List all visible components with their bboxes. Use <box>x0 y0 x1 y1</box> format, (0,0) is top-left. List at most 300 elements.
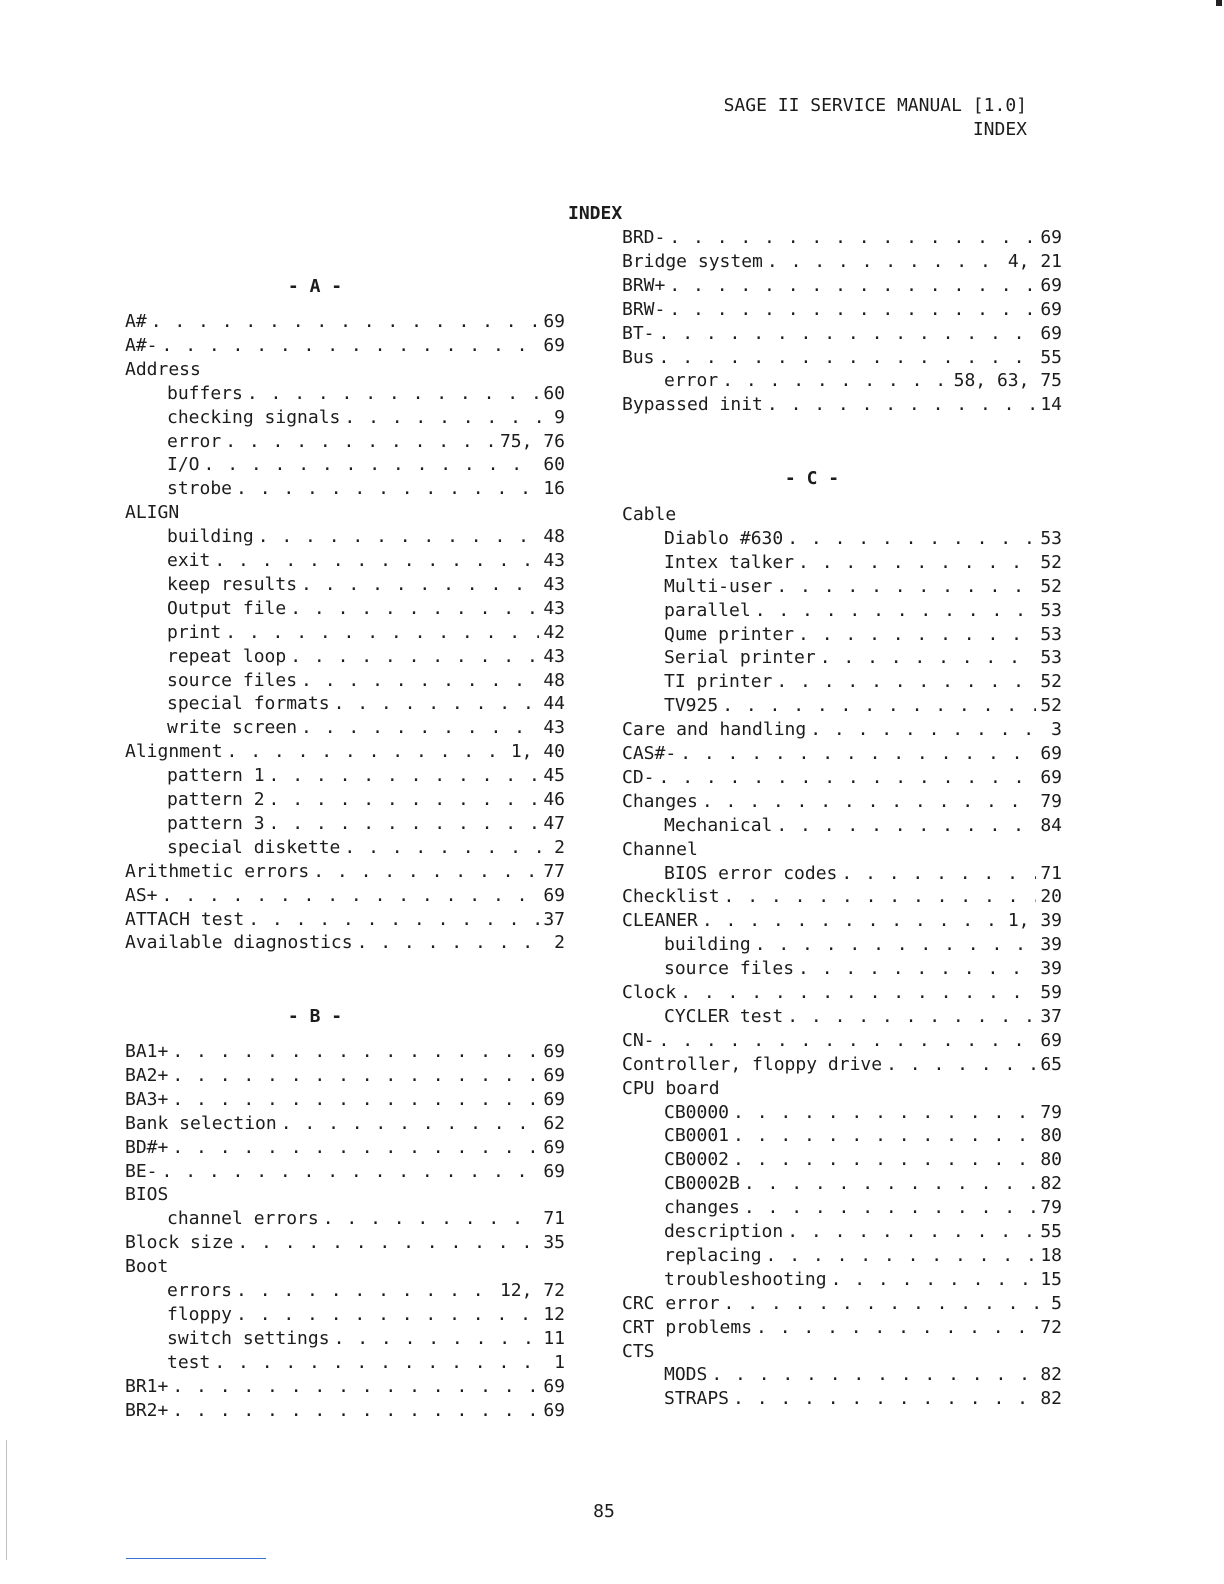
dot-leader <box>680 742 1036 766</box>
index-entry <box>167 1351 565 1375</box>
index-entry <box>664 957 1062 981</box>
dot-leader <box>172 1399 539 1423</box>
dot-leader <box>776 575 1036 599</box>
index-entry-term: TV925 <box>664 695 719 716</box>
index-entry <box>622 981 1062 1005</box>
dot-leader <box>162 884 540 908</box>
index-entry <box>664 623 1062 647</box>
index-entry <box>125 1399 565 1423</box>
index-entry-term: write screen <box>167 717 298 738</box>
dot-leader <box>767 393 1036 417</box>
index-entry-pages: 69 <box>1040 275 1062 296</box>
index-entry-pages: 80 <box>1040 1125 1062 1146</box>
dot-leader <box>702 790 1036 814</box>
index-entry-term: Bypassed init <box>622 394 763 415</box>
index-entry-pages: 84 <box>1040 815 1062 836</box>
index-entry <box>622 226 1062 250</box>
index-entry-pages: 37 <box>543 909 565 930</box>
index-entry-pages: 43 <box>543 550 565 571</box>
index-entry-term: pattern 2 <box>167 789 265 810</box>
dot-leader <box>733 1387 1036 1411</box>
index-entry-pages: 72 <box>1040 1317 1062 1338</box>
dot-leader <box>301 573 539 597</box>
index-entry <box>664 1101 1062 1125</box>
index-entry-term: pattern 1 <box>167 765 265 786</box>
index-entry <box>125 1112 565 1136</box>
index-entry <box>125 1064 565 1088</box>
index-entry-pages: 55 <box>1040 1221 1062 1242</box>
index-entry <box>125 931 565 955</box>
index-entry-term: A#- <box>125 335 158 356</box>
index-entry <box>167 430 565 454</box>
index-entry-pages: 3 <box>1051 719 1062 740</box>
index-entry-term: source files <box>664 958 795 979</box>
index-entry-pages: 12 <box>543 1304 565 1325</box>
index-entry-pages: 37 <box>1040 1006 1062 1027</box>
index-entry-term: special formats <box>167 693 330 714</box>
index-entry-pages: 20 <box>1040 886 1062 907</box>
dot-leader <box>269 812 540 836</box>
index-entry-pages: 69 <box>1040 323 1062 344</box>
index-entry-pages: 2 <box>554 837 565 858</box>
index-entry-term: I/O <box>167 454 200 475</box>
index-entry-pages: 48 <box>543 670 565 691</box>
index-entry-pages: 60 <box>543 383 565 404</box>
dot-leader <box>733 1124 1036 1148</box>
footnote-rule <box>126 1558 266 1559</box>
index-entry-term: strobe <box>167 478 233 499</box>
index-entry-term: buffers <box>167 383 243 404</box>
scan-left-edge <box>6 1440 7 1560</box>
index-entry <box>622 274 1062 298</box>
dot-leader <box>162 334 540 358</box>
index-entry-term: CAS#- <box>622 743 677 764</box>
index-entry <box>664 1268 1062 1292</box>
index-entry-term: floppy <box>167 1304 233 1325</box>
dot-leader <box>787 527 1036 551</box>
index-entry-pages: 69 <box>543 1065 565 1086</box>
index-entry-term: BA3+ <box>125 1089 169 1110</box>
index-entry <box>167 788 565 812</box>
index-entry-term: Cable <box>622 504 677 525</box>
section-heading-c: - C - <box>784 468 840 489</box>
index-entry-term: special diskette <box>167 837 341 858</box>
index-entry <box>167 477 565 501</box>
index-entry <box>125 501 565 525</box>
index-entry <box>125 1160 565 1184</box>
index-entry-term: Boot <box>125 1256 169 1277</box>
index-entry-term: exit <box>167 550 211 571</box>
index-entry <box>622 742 1062 766</box>
index-entry <box>167 836 565 860</box>
index-entry <box>664 1124 1062 1148</box>
dot-leader <box>323 1207 540 1231</box>
index-entry-term: BR2+ <box>125 1400 169 1421</box>
index-entry-pages: 43 <box>543 574 565 595</box>
dot-leader <box>247 382 539 406</box>
index-entry-term: description <box>664 1221 784 1242</box>
dot-leader <box>787 1220 1036 1244</box>
index-entry-pages: 77 <box>543 861 565 882</box>
index-entry-pages: 69 <box>543 1041 565 1062</box>
index-entry-pages: 53 <box>1040 624 1062 645</box>
index-entry <box>167 406 565 430</box>
index-entry-term: Diablo #630 <box>664 528 784 549</box>
index-entry-pages: 12, 72 <box>499 1280 565 1301</box>
index-entry-pages: 71 <box>543 1208 565 1229</box>
dot-leader <box>831 1268 1037 1292</box>
dot-leader <box>236 1303 539 1327</box>
dot-leader <box>172 1088 539 1112</box>
index-entry <box>622 718 1062 742</box>
index-entry-pages: 69 <box>543 1161 565 1182</box>
dot-leader <box>344 406 550 430</box>
index-entry-term: CD- <box>622 767 655 788</box>
index-entry-term: Available diagnostics <box>125 932 353 953</box>
index-entry <box>622 250 1062 274</box>
index-entry <box>125 310 565 334</box>
index-entry-pages: 58, 63, 75 <box>953 370 1062 391</box>
dot-leader <box>755 599 1037 623</box>
index-entry <box>167 692 565 716</box>
index-entry <box>167 382 565 406</box>
index-entry-pages: 79 <box>1040 1102 1062 1123</box>
dot-leader <box>269 764 540 788</box>
dot-leader <box>334 1327 540 1351</box>
dot-leader <box>722 694 1036 718</box>
index-entry-term: Intex talker <box>664 552 795 573</box>
index-entry <box>664 814 1062 838</box>
dot-leader <box>702 909 1004 933</box>
index-entry-pages: 82 <box>1040 1364 1062 1385</box>
index-entry-term: CYCLER test <box>664 1006 784 1027</box>
dot-leader <box>767 250 1004 274</box>
index-entry-term: CRC error <box>622 1293 720 1314</box>
index-entry <box>622 393 1062 417</box>
index-entry-term: Mechanical <box>664 815 773 836</box>
index-entry-term: channel errors <box>167 1208 319 1229</box>
index-entry <box>167 716 565 740</box>
index-entry-term: building <box>167 526 254 547</box>
index-entry-pages: 65 <box>1040 1054 1062 1075</box>
index-entry-term: switch settings <box>167 1328 330 1349</box>
index-entry-pages: 79 <box>1040 791 1062 812</box>
index-entry-pages: 11 <box>543 1328 565 1349</box>
index-title: INDEX <box>568 203 623 224</box>
index-entry-pages: 39 <box>1040 958 1062 979</box>
index-entry <box>664 646 1062 670</box>
index-entry <box>167 597 565 621</box>
index-entry-term: print <box>167 622 222 643</box>
index-entry <box>622 885 1062 909</box>
index-entry <box>664 1387 1062 1411</box>
index-entry-pages: 52 <box>1040 695 1062 716</box>
dot-leader <box>659 1029 1037 1053</box>
index-entry-pages: 5 <box>1051 1293 1062 1314</box>
index-entry <box>125 1088 565 1112</box>
dot-leader <box>798 551 1036 575</box>
index-entry-pages: 69 <box>543 1400 565 1421</box>
index-entry-term: BRD- <box>622 227 666 248</box>
index-entry-pages: 43 <box>543 646 565 667</box>
index-entry <box>664 1220 1062 1244</box>
index-entry <box>664 694 1062 718</box>
index-entry-term: ALIGN <box>125 502 180 523</box>
dot-leader <box>237 1231 539 1255</box>
index-entry-pages: 47 <box>543 813 565 834</box>
dot-leader <box>711 1363 1036 1387</box>
index-entry-term: Clock <box>622 982 677 1003</box>
dot-leader <box>787 1005 1036 1029</box>
index-entry-term: STRAPS <box>664 1388 730 1409</box>
dot-leader <box>669 298 1036 322</box>
index-entry-pages: 69 <box>543 885 565 906</box>
dot-leader <box>290 597 539 621</box>
running-header-title: SAGE II SERVICE MANUAL [1.0] <box>723 95 1027 116</box>
index-entry-term: Output file <box>167 598 287 619</box>
index-entry-pages: 69 <box>543 1089 565 1110</box>
index-entry-term: Controller, floppy drive <box>622 1054 883 1075</box>
dot-leader <box>172 1040 539 1064</box>
index-entry-pages: 42 <box>543 622 565 643</box>
index-entry-pages: 55 <box>1040 347 1062 368</box>
index-entry-pages: 69 <box>543 311 565 332</box>
index-entry-pages: 53 <box>1040 528 1062 549</box>
index-entry-pages: 39 <box>1040 934 1062 955</box>
dot-leader <box>886 1053 1036 1077</box>
dot-leader <box>680 981 1036 1005</box>
index-entry-pages: 44 <box>543 693 565 714</box>
index-entry-term: Address <box>125 359 201 380</box>
dot-leader <box>236 1279 496 1303</box>
dot-leader <box>733 1148 1036 1172</box>
index-entry-term: error <box>664 370 719 391</box>
index-entry-pages: 60 <box>543 454 565 475</box>
index-entry-term: CPU board <box>622 1078 720 1099</box>
index-entry-term: replacing <box>664 1245 762 1266</box>
dot-leader <box>172 1375 539 1399</box>
index-entry <box>167 764 565 788</box>
index-entry-term: CN- <box>622 1030 655 1051</box>
index-entry-pages: 43 <box>543 717 565 738</box>
index-entry-pages: 53 <box>1040 647 1062 668</box>
index-entry-term: CRT problems <box>622 1317 753 1338</box>
index-entry <box>167 1303 565 1327</box>
index-entry-term: AS+ <box>125 885 158 906</box>
index-entry <box>167 1207 565 1231</box>
index-entry <box>167 621 565 645</box>
index-entry-pages: 69 <box>1040 227 1062 248</box>
index-entry-term: Arithmetic errors <box>125 861 310 882</box>
dot-leader <box>724 1292 1048 1316</box>
index-entry <box>167 573 565 597</box>
index-entry <box>664 575 1062 599</box>
index-entry-term: keep results <box>167 574 298 595</box>
index-entry <box>622 766 1062 790</box>
index-entry <box>125 860 565 884</box>
dot-leader <box>344 836 550 860</box>
index-entry-term: parallel <box>664 600 751 621</box>
index-entry-term: CB0002 <box>664 1149 730 1170</box>
index-entry-pages: 46 <box>543 789 565 810</box>
dot-leader <box>776 814 1036 838</box>
dot-leader <box>162 1160 540 1184</box>
index-entry-pages: 1 <box>554 1352 565 1373</box>
index-entry-term: A# <box>125 311 147 332</box>
index-entry-pages: 69 <box>1040 299 1062 320</box>
index-entry <box>125 358 565 382</box>
dot-leader <box>301 669 539 693</box>
dot-leader <box>172 1136 539 1160</box>
index-entry-term: MODS <box>664 1364 708 1385</box>
dot-leader <box>225 621 539 645</box>
index-entry <box>125 884 565 908</box>
index-entry <box>664 933 1062 957</box>
index-entry-pages: 69 <box>543 335 565 356</box>
index-entry <box>167 549 565 573</box>
index-entry-pages: 4, 21 <box>1007 251 1062 272</box>
index-entry-term: Qume printer <box>664 624 795 645</box>
index-entry-term: BIOS error codes <box>664 863 838 884</box>
index-entry <box>664 862 1062 886</box>
dot-leader <box>841 862 1036 886</box>
dot-leader <box>204 453 540 477</box>
index-entry-term: Care and handling <box>622 719 807 740</box>
index-entry-term: Checklist <box>622 886 720 907</box>
index-entry <box>622 322 1062 346</box>
index-entry-term: test <box>167 1352 211 1373</box>
running-header-section: INDEX <box>972 119 1027 140</box>
index-entry <box>167 1327 565 1351</box>
index-entry <box>664 1172 1062 1196</box>
index-entry <box>664 1244 1062 1268</box>
index-entry-pages: 69 <box>1040 767 1062 788</box>
index-entry-pages: 9 <box>554 407 565 428</box>
index-entry-pages: 15 <box>1040 1269 1062 1290</box>
index-entry-term: checking signals <box>167 407 341 428</box>
index-entry <box>167 669 565 693</box>
index-entry <box>125 334 565 358</box>
index-entry-pages: 52 <box>1040 671 1062 692</box>
dot-leader <box>798 957 1036 981</box>
index-entry-term: ATTACH test <box>125 909 245 930</box>
index-entry-pages: 18 <box>1040 1245 1062 1266</box>
index-entry-term: BRW- <box>622 299 666 320</box>
dot-leader <box>227 740 507 764</box>
index-entry <box>664 527 1062 551</box>
dot-leader <box>248 908 539 932</box>
index-entry <box>622 1292 1062 1316</box>
index-entry-pages: 1, 40 <box>510 741 565 762</box>
dot-leader <box>301 716 539 740</box>
index-entry-pages: 2 <box>554 932 565 953</box>
dot-leader <box>236 477 539 501</box>
index-entry <box>125 1136 565 1160</box>
dot-leader <box>810 718 1047 742</box>
dot-leader <box>756 1316 1036 1340</box>
dot-leader <box>766 1244 1037 1268</box>
dot-leader <box>659 766 1037 790</box>
index-entry <box>622 503 1062 527</box>
index-entry-term: BRW+ <box>622 275 666 296</box>
index-entry <box>664 599 1062 623</box>
section-heading-a: - A - <box>287 276 343 297</box>
index-entry-term: BE- <box>125 1161 158 1182</box>
index-entry-pages: 52 <box>1040 552 1062 573</box>
index-entry <box>622 1316 1062 1340</box>
index-entry-term: building <box>664 934 751 955</box>
index-entry-term: Block size <box>125 1232 234 1253</box>
index-entry <box>664 1196 1062 1220</box>
dot-leader <box>172 1064 539 1088</box>
index-entry <box>125 1375 565 1399</box>
index-entry <box>167 453 565 477</box>
dot-leader <box>334 692 540 716</box>
dot-leader <box>214 1351 550 1375</box>
index-entry <box>622 838 1062 862</box>
index-entry-term: repeat loop <box>167 646 287 667</box>
index-entry-pages: 69 <box>543 1137 565 1158</box>
index-entry <box>664 670 1062 694</box>
index-entry-term: pattern 3 <box>167 813 265 834</box>
scan-corner-mark <box>1216 0 1222 6</box>
index-entry <box>622 790 1062 814</box>
index-entry <box>622 1053 1062 1077</box>
index-entry-term: BR1+ <box>125 1376 169 1397</box>
index-entry-pages: 14 <box>1040 394 1062 415</box>
index-entry-pages: 69 <box>543 1376 565 1397</box>
index-entry-pages: 75, 76 <box>499 431 565 452</box>
dot-leader <box>669 226 1036 250</box>
index-entry-pages: 16 <box>543 478 565 499</box>
index-entry <box>622 1077 1062 1101</box>
dot-leader <box>733 1101 1036 1125</box>
index-entry-term: BIOS <box>125 1184 169 1205</box>
index-entry-pages: 82 <box>1040 1173 1062 1194</box>
index-entry-term: Bus <box>622 347 655 368</box>
index-entry-pages: 48 <box>543 526 565 547</box>
index-entry <box>125 908 565 932</box>
index-entry <box>664 1148 1062 1172</box>
index-entry <box>622 909 1062 933</box>
index-entry-term: BA2+ <box>125 1065 169 1086</box>
index-entry-term: CTS <box>622 1341 655 1362</box>
dot-leader <box>659 322 1037 346</box>
index-entry-pages: 62 <box>543 1113 565 1134</box>
index-entry-term: errors <box>167 1280 233 1301</box>
index-entry-term: troubleshooting <box>664 1269 827 1290</box>
dot-leader <box>659 346 1037 370</box>
dot-leader <box>820 646 1037 670</box>
index-entry <box>167 812 565 836</box>
index-entry-pages: 52 <box>1040 576 1062 597</box>
index-entry-term: CB0000 <box>664 1102 730 1123</box>
dot-leader <box>724 885 1037 909</box>
index-entry-pages: 35 <box>543 1232 565 1253</box>
dot-leader <box>798 623 1036 647</box>
dot-leader <box>313 860 539 884</box>
dot-leader <box>214 549 539 573</box>
index-entry-term: CLEANER <box>622 910 698 931</box>
dot-leader <box>357 931 551 955</box>
dot-leader <box>281 1112 540 1136</box>
index-entry-pages: 79 <box>1040 1197 1062 1218</box>
dot-leader <box>151 310 540 334</box>
index-entry-term: Channel <box>622 839 698 860</box>
index-entry-term: BA1+ <box>125 1041 169 1062</box>
index-entry-term: Alignment <box>125 741 223 762</box>
index-entry-pages: 69 <box>1040 743 1062 764</box>
